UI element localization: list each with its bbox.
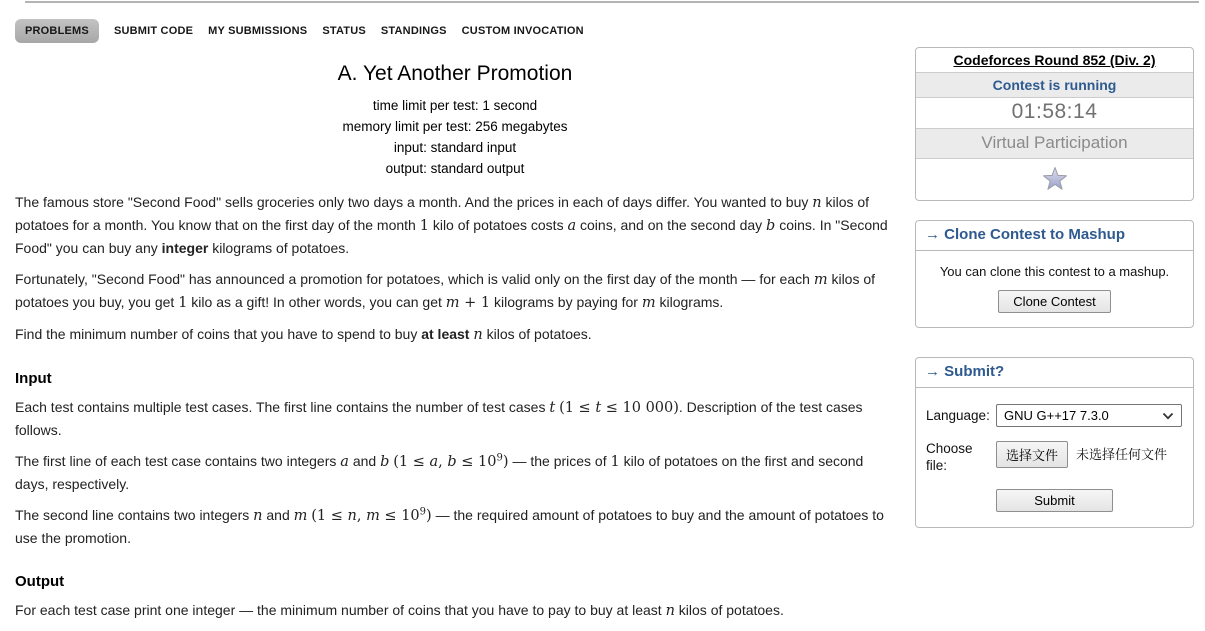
output-paragraph: For each test case print one integer — the minimum number of coins that you have to pay to buy at least n kilos of potatoes. <box>15 602 784 619</box>
tab-status[interactable]: STATUS <box>322 25 366 37</box>
clone-contest-box <box>915 220 1194 328</box>
choose-file-label: Choose file: <box>926 441 973 473</box>
submit-button[interactable]: Submit <box>996 489 1112 512</box>
language-label: Language: <box>926 408 990 423</box>
problem-statement-panel <box>15 0 895 631</box>
file-choose-button[interactable]: 选择文件 <box>996 441 1068 468</box>
statement-paragraph: Fortunately, "Second Food" has announced a promotion for potatoes, which is valid only on the first day of the month — for each m kilos of potatoes you buy, you get 1 kilo as a gift! In other words, you can get m + 1 kilograms by paying for m kilograms. <box>15 271 876 311</box>
tab-submit-code[interactable]: SUBMIT CODE <box>113 25 194 37</box>
tab-problems[interactable]: PROBLEMS <box>15 19 99 43</box>
clone-box-heading <box>916 221 1193 251</box>
clone-box-text: You can clone this contest to a mashup. <box>939 264 1170 279</box>
star-icon[interactable] <box>1042 166 1068 191</box>
contest-title-row <box>916 48 1193 73</box>
contest-status-box <box>915 47 1194 201</box>
arrow-icon: → <box>925 226 945 243</box>
statement-body <box>15 191 895 622</box>
file-input <box>996 440 1167 468</box>
tab-standings[interactable]: STANDINGS <box>380 25 447 37</box>
input-section-heading: Input <box>15 370 52 387</box>
contest-status-text: Contest is running <box>992 77 1117 93</box>
problem-meta <box>15 95 895 179</box>
language-selected-value: GNU G++17 7.3.0 <box>1004 408 1109 423</box>
input-paragraph: Each test contains multiple test cases. The first line contains the number of test cases t (1 ≤ t ≤ 10 000). Description of the test cases follows. <box>15 399 863 438</box>
submit-box <box>915 357 1194 528</box>
contest-title-link[interactable]: Codeforces Round 852 (Div. 2) <box>953 52 1156 68</box>
input-spec: input: standard input <box>393 140 517 155</box>
problem-title: A. Yet Another Promotion <box>337 62 573 85</box>
time-limit: time limit per test: 1 second <box>372 98 538 113</box>
memory-limit: memory limit per test: 256 megabytes <box>342 119 568 134</box>
output-section-heading: Output <box>15 573 65 590</box>
submit-box-heading <box>916 358 1193 388</box>
tab-custom-invocation[interactable]: CUSTOM INVOCATION <box>461 25 584 37</box>
sidebar <box>915 47 1194 528</box>
input-paragraph: The first line of each test case contains two integers a and b (1 ≤ a, $b \le 10^9$) — the prices of 1 kilo of potatoes on the first and second days, respectively. <box>15 452 864 492</box>
virtual-participation-label: Virtual Participation <box>916 129 1193 159</box>
contest-timer: 01:58:14 <box>916 98 1193 129</box>
contest-status-row <box>916 73 1193 98</box>
language-select[interactable] <box>996 404 1182 427</box>
arrow-icon: → <box>925 363 945 380</box>
submit-box-heading-text: Submit? <box>944 363 1005 380</box>
language-row <box>926 404 1183 427</box>
chevron-down-icon <box>1162 412 1174 420</box>
clone-box-body <box>916 251 1193 327</box>
input-paragraph: The second line contains two integers n and m (1 ≤ n, $m \le 10^9$) — the required amount of potatoes to buy and the amount of potatoes to use the promotion. <box>15 506 884 546</box>
output-spec: output: standard output <box>385 161 525 176</box>
choose-file-row <box>926 440 1183 474</box>
statement-paragraph: Find the minimum number of coins that you have to spend to buy at least n kilos of potatoes. <box>15 326 592 343</box>
file-status-text: 未选择任何文件 <box>1076 447 1168 462</box>
submit-row <box>916 489 1193 512</box>
tab-my-submissions[interactable]: MY SUBMISSIONS <box>208 25 308 37</box>
clone-contest-button[interactable]: Clone Contest <box>998 290 1110 313</box>
submit-form <box>916 404 1193 512</box>
clone-box-heading-text: Clone Contest to Mashup <box>944 226 1125 243</box>
favorite-star-row <box>916 159 1193 200</box>
statement-paragraph: The famous store "Second Food" sells groceries only two days a month. And the prices in each of days differ. You wanted to buy n kilos of potatoes for a month. You know that on the first day of the month 1 kilo of potatoes costs a coins, and on the second day b coins. In "Second Food" you can buy any integer kilograms of potatoes. <box>15 194 888 256</box>
